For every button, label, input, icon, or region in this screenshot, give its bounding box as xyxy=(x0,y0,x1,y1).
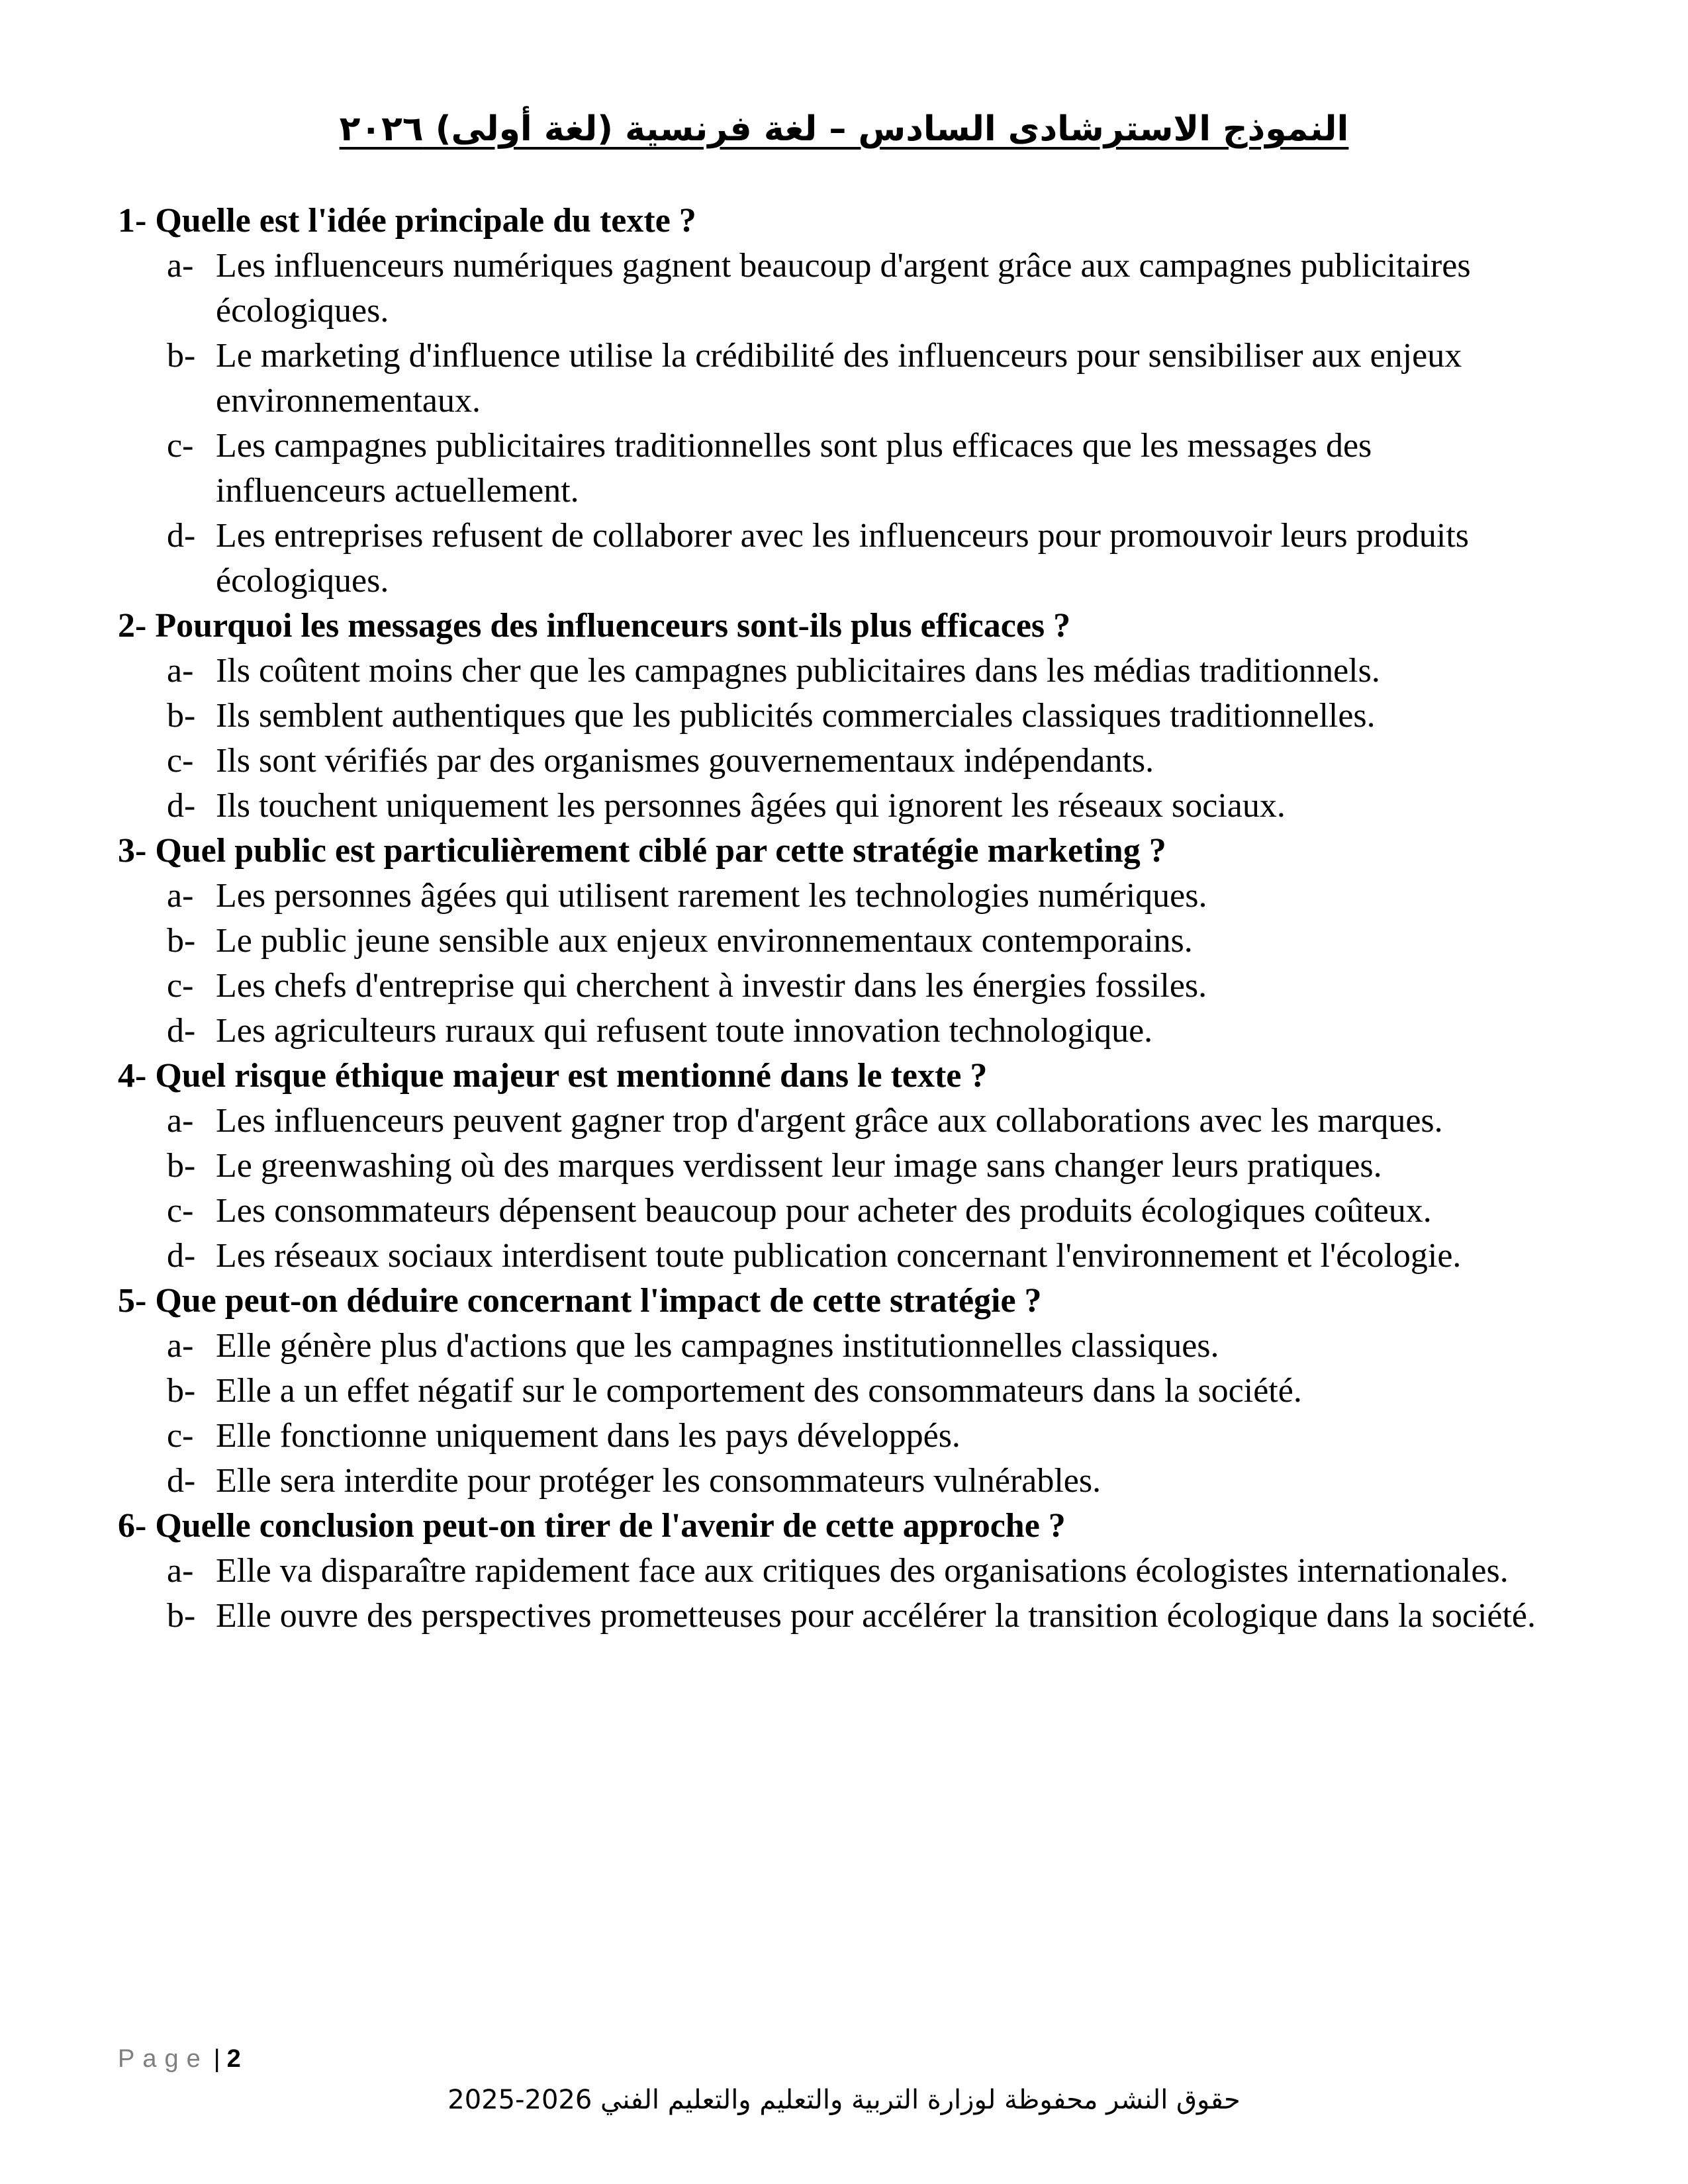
answer-option xyxy=(118,1594,1548,1639)
option-text: Ils touchent uniquement les personnes âgées qui ignorent les réseaux sociaux. xyxy=(216,787,1286,825)
option-letter: b- xyxy=(167,1147,196,1185)
option-text: Le public jeune sensible aux enjeux environnementaux contemporains. xyxy=(216,922,1193,960)
answer-option xyxy=(118,514,1548,604)
question-block xyxy=(118,1279,1548,1504)
option-text: Les agriculteurs ruraux qui refusent toute innovation technologique. xyxy=(216,1012,1153,1050)
answer-option xyxy=(118,1324,1548,1369)
option-letter: a- xyxy=(167,652,194,690)
page-separator: | xyxy=(213,2045,220,2073)
question-title: 6- Quelle conclusion peut-on tirer de l'avenir de cette approche ? xyxy=(118,1507,1066,1545)
option-text: Les entreprises refusent de collaborer avec les influenceurs pour promouvoir leurs produits écologiques. xyxy=(216,517,1470,600)
question-title: 1- Quelle est l'idée principale du texte ? xyxy=(118,202,696,240)
option-text: Ils coûtent moins cher que les campagnes publicitaires dans les médias traditionnels. xyxy=(216,652,1380,690)
exam-title-text: النموذج الاسترشادى السادس – لغة فرنسية (لغة أولى) ٢٠٢٦ xyxy=(339,109,1349,149)
option-text: Ils semblent authentiques que les publicités commerciales classiques traditionnelles. xyxy=(216,697,1376,735)
answer-option xyxy=(118,964,1548,1009)
page-label: Page xyxy=(118,2045,209,2073)
option-letter: c- xyxy=(167,742,194,780)
option-letter: a- xyxy=(167,1552,194,1590)
option-text: Les consommateurs dépensent beaucoup pour acheter des produits écologiques coûteux. xyxy=(216,1192,1432,1230)
question-title: 4- Quel risque éthique majeur est mentionné dans le texte ? xyxy=(118,1057,988,1095)
question-block xyxy=(118,604,1548,829)
option-text: Les campagnes publicitaires traditionnelles sont plus efficaces que les messages des influenceurs actuellement. xyxy=(216,427,1372,510)
question-list xyxy=(118,199,1548,1639)
answer-option xyxy=(118,334,1548,424)
option-text: Elle sera interdite pour protéger les consommateurs vulnérables. xyxy=(216,1462,1102,1500)
answer-option xyxy=(118,694,1548,739)
option-text: Le marketing d'influence utilise la crédibilité des influenceurs pour sensibiliser aux enjeux environnementaux. xyxy=(216,337,1462,420)
option-letter: b- xyxy=(167,922,196,960)
page-number: 2 xyxy=(226,2045,241,2073)
answer-option xyxy=(118,784,1548,829)
question-block xyxy=(118,199,1548,604)
option-letter: a- xyxy=(167,877,194,915)
option-letter: d- xyxy=(167,1462,196,1500)
answer-option xyxy=(118,919,1548,964)
option-text: Elle va disparaître rapidement face aux critiques des organisations écologistes internationales. xyxy=(216,1552,1509,1590)
answer-option xyxy=(118,739,1548,784)
answer-option xyxy=(118,244,1548,334)
option-letter: a- xyxy=(167,1102,194,1140)
option-letter: d- xyxy=(167,517,196,555)
option-letter: b- xyxy=(167,337,196,375)
answer-option xyxy=(118,424,1548,514)
option-letter: b- xyxy=(167,1597,196,1635)
option-text: Ils sont vérifiés par des organismes gouvernementaux indépendants. xyxy=(216,742,1154,780)
option-letter: b- xyxy=(167,697,196,735)
option-text: Les réseaux sociaux interdisent toute publication concernant l'environnement et l'écologie. xyxy=(216,1237,1462,1275)
option-letter: d- xyxy=(167,1012,196,1050)
answer-option xyxy=(118,1234,1548,1279)
question-title: 3- Quel public est particulièrement ciblé par cette stratégie marketing ? xyxy=(118,832,1166,870)
option-letter: c- xyxy=(167,427,194,465)
option-letter: d- xyxy=(167,787,196,825)
copyright-notice: حقوق النشر محفوظة لوزارة التربية والتعليم والتعليم الفني 2026-2025 xyxy=(447,2085,1241,2115)
option-text: Le greenwashing où des marques verdissent leur image sans changer leurs pratiques. xyxy=(216,1147,1382,1185)
option-text: Les influenceurs numériques gagnent beaucoup d'argent grâce aux campagnes publicitaires écologiques. xyxy=(216,247,1471,330)
option-letter: c- xyxy=(167,1192,194,1230)
question-block xyxy=(118,1504,1548,1639)
option-letter: c- xyxy=(167,1417,194,1455)
answer-option xyxy=(118,1414,1548,1459)
option-letter: d- xyxy=(167,1237,196,1275)
answer-option xyxy=(118,1369,1548,1414)
answer-option xyxy=(118,1189,1548,1234)
answer-option xyxy=(118,649,1548,694)
answer-option xyxy=(118,1144,1548,1189)
option-text: Elle a un effet négatif sur le comportement des consommateurs dans la société. xyxy=(216,1372,1302,1410)
page-number-footer xyxy=(118,2045,241,2073)
option-text: Elle fonctionne uniquement dans les pays développés. xyxy=(216,1417,961,1455)
question-block xyxy=(118,829,1548,1054)
option-text: Les influenceurs peuvent gagner trop d'argent grâce aux collaborations avec les marques. xyxy=(216,1102,1443,1140)
answer-option xyxy=(118,1009,1548,1054)
option-letter: a- xyxy=(167,247,194,285)
answer-option xyxy=(118,1549,1548,1594)
question-title: 2- Pourquoi les messages des influenceurs sont-ils plus efficaces ? xyxy=(118,607,1071,645)
question-block xyxy=(118,1054,1548,1279)
option-letter: b- xyxy=(167,1372,196,1410)
option-text: Elle ouvre des perspectives prometteuses pour accélérer la transition écologique dans la société. xyxy=(216,1597,1536,1635)
answer-option xyxy=(118,1099,1548,1144)
answer-option xyxy=(118,874,1548,919)
question-title: 5- Que peut-on déduire concernant l'impact de cette stratégie ? xyxy=(118,1282,1042,1320)
option-text: Elle génère plus d'actions que les campagnes institutionnelles classiques. xyxy=(216,1327,1219,1365)
exam-title xyxy=(0,109,1688,149)
option-letter: c- xyxy=(167,967,194,1005)
option-text: Les personnes âgées qui utilisent rarement les technologies numériques. xyxy=(216,877,1207,915)
answer-option xyxy=(118,1459,1548,1504)
option-text: Les chefs d'entreprise qui cherchent à investir dans les énergies fossiles. xyxy=(216,967,1207,1005)
option-letter: a- xyxy=(167,1327,194,1365)
